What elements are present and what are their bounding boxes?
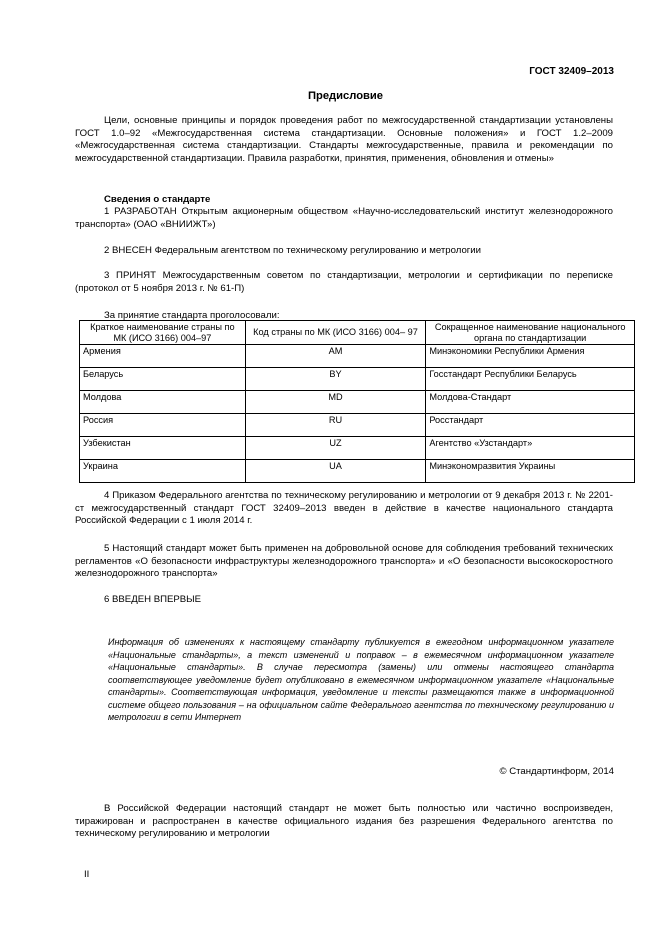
standards-body-cell: Молдова-Стандарт xyxy=(426,391,635,414)
country-cell: Беларусь xyxy=(80,368,246,391)
standards-body-cell: Агентство «Узстандарт» xyxy=(426,437,635,460)
country-code-cell: RU xyxy=(245,414,426,437)
table-row xyxy=(80,414,635,437)
votes-table xyxy=(79,320,635,483)
country-code-cell: UZ xyxy=(245,437,426,460)
info-item-1: 1 РАЗРАБОТАН Открытым акционерным обществом «Научно-исследовательский институт железнодорожного транспорта» (ОАО «ВНИИЖТ») xyxy=(75,206,613,230)
page-number: II xyxy=(84,869,90,880)
column-header-code: Код страны по МК (ИСО 3166) 004– 97 xyxy=(245,321,426,345)
standards-body-cell: Минэкономики Республики Армения xyxy=(426,345,635,368)
table-header-row xyxy=(80,321,635,345)
country-code-cell: AM xyxy=(245,345,426,368)
table-row xyxy=(80,345,635,368)
rights-statement: В Российской Федерации настоящий стандарт не может быть полностью или частично воспроизведен, тиражирован и распространен в качестве официального издания без разрешения Федерального агентства по техническому регулированию и метрологии xyxy=(75,803,613,840)
country-code-cell: MD xyxy=(245,391,426,414)
info-heading: Сведения о стандарте xyxy=(104,194,211,205)
country-cell: Россия xyxy=(80,414,246,437)
document-code: ГОСТ 32409–2013 xyxy=(529,66,614,77)
info-item-4: 4 Приказом Федерального агентства по техническому регулированию и метрологии от 9 декабря 2013 г. № 2201-ст межгосударственный стандарт ГОСТ 32409–2013 введен в действие в качестве национального стандарта Российской Федерации с 1 июля 2014 г. xyxy=(75,490,613,527)
country-code-cell: UA xyxy=(245,460,426,483)
table-row xyxy=(80,437,635,460)
standards-body-cell: Минэкономразвития Украины xyxy=(426,460,635,483)
country-cell: Молдова xyxy=(80,391,246,414)
table-row xyxy=(80,391,635,414)
info-item-5: 5 Настоящий стандарт может быть применен на добровольной основе для соблюдения требований технических регламентов «О безопасности инфраструктуры железнодорожного транспорта» и «О безопасности высокоскоростного железнодорожного транспорта» xyxy=(75,543,613,580)
copyright: © Стандартинформ, 2014 xyxy=(499,766,614,777)
table-caption: За принятие стандарта проголосовали: xyxy=(104,310,280,321)
country-cell: Украина xyxy=(80,460,246,483)
country-cell: Узбекистан xyxy=(80,437,246,460)
standards-body-cell: Госстандарт Республики Беларусь xyxy=(426,368,635,391)
table-row xyxy=(80,460,635,483)
info-item-6: 6 ВВЕДЕН ВПЕРВЫЕ xyxy=(104,594,202,605)
country-cell: Армения xyxy=(80,345,246,368)
info-item-2: 2 ВНЕСЕН Федеральным агентством по техническому регулированию и метрологии xyxy=(104,245,482,256)
table-row xyxy=(80,368,635,391)
info-item-3: 3 ПРИНЯТ Межгосударственным советом по стандартизации, метрологии и сертификации по переписке (протокол от 5 ноября 2013 г. № 61-П) xyxy=(75,270,613,294)
page-title: Предисловие xyxy=(307,90,384,102)
column-header-country: Краткое наименование страны по МК (ИСО 3166) 004–97 xyxy=(80,321,246,345)
column-header-body: Сокращенное наименование национального органа по стандартизации xyxy=(426,321,635,345)
country-code-cell: BY xyxy=(245,368,426,391)
intro-paragraph: Цели, основные принципы и порядок проведения работ по межгосударственной стандартизации установлены ГОСТ 1.0–92 «Межгосударственная система стандартизации. Основные положения» и ГОСТ 1.2–2009 «Межгосударственная система стандартизации. Стандарты межгосударственные, правила и рекомендации по межгосударственной стандартизации. Правила разработки, принятия, применения, обновления и отмены» xyxy=(75,115,613,164)
changes-notice: Информация об изменениях к настоящему стандарту публикуется в ежегодном информационном указателе «Национальные стандарты», а текст изменений и поправок – в ежемесячном информационном указателе «Национальные стандарты». В случае пересмотра (замены) или отмены настоящего стандарта соответствующее уведомление будет опубликовано в ежемесячном информационном указателе «Национальные стандарты». Соответствующая информация, уведомление и тексты размещаются также в информационной системе общего пользования – на официальном сайте Федерального агентства по техническому регулированию и метрологии в сети Интернет xyxy=(108,637,614,722)
standards-body-cell: Росстандарт xyxy=(426,414,635,437)
